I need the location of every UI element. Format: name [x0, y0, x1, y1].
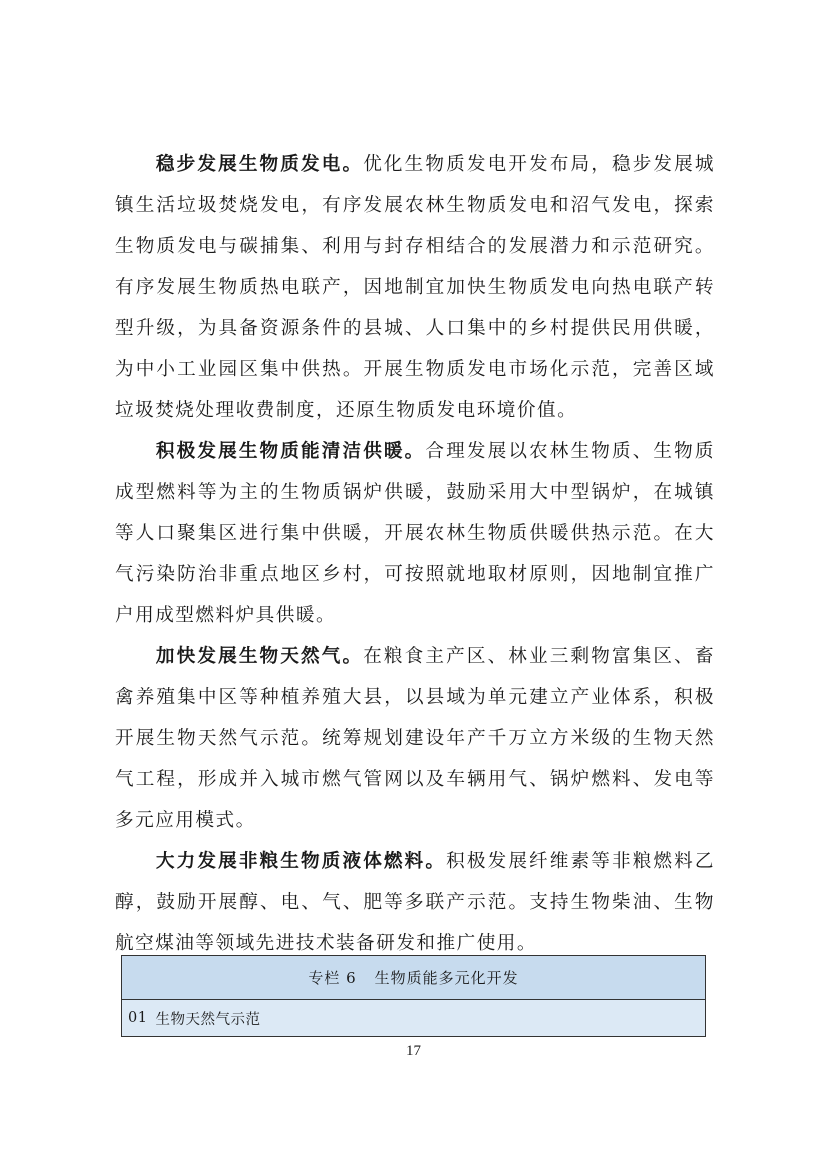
paragraph-biomass-power [115, 144, 715, 431]
paragraph-body: 在粮食主产区、林业三剩物富集区、畜禽养殖集中区等种植养殖大县，以县域为单元建立产业体系，积极开展生物天然气示范。统筹规划建设年产千万立方米级的生物天然气工程，形成并入城市燃气管网以及车辆用气、锅炉燃料、发电等多元应用模式。 [115, 646, 715, 831]
column-box-number: 专栏 6 [308, 969, 357, 987]
column-box [121, 955, 706, 1037]
paragraph-lead: 积极发展生物质能清洁供暖。 [155, 441, 426, 462]
paragraph-lead: 加快发展生物天然气。 [155, 646, 364, 667]
column-box-header [122, 956, 705, 1000]
paragraph-body: 合理发展以农林生物质、生物质成型燃料等为主的生物质锅炉供暖，鼓励采用大中型锅炉，在城镇等人口聚集区进行集中供暖，开展农林生物质供暖供热示范。在大气污染防治非重点地区乡村，可按照就地取材原则，因地制宜推广户用成型燃料炉具供暖。 [115, 441, 715, 626]
column-box-item-text: 生物天然气示范 [155, 1011, 261, 1028]
column-box-item [122, 1000, 705, 1036]
paragraph-body: 优化生物质发电开发布局，稳步发展城镇生活垃圾焚烧发电，有序发展农林生物质发电和沼气发电，探索生物质发电与碳捕集、利用与封存相结合的发展潜力和示范研究。有序发展生物质热电联产，因地制宜加快生物质发电向热电联产转型升级，为具备资源条件的县城、人口集中的乡村提供民用供暖，为中小工业园区集中供热。开展生物质发电市场化示范，完善区域垃圾焚烧处理收费制度，还原生物质发电环境价值。 [115, 154, 715, 421]
paragraph-bio-natural-gas [115, 636, 715, 841]
page-number: 17 [406, 1043, 421, 1059]
paragraph-body: 积极发展纤维素等非粮燃料乙醇，鼓励开展醇、电、气、肥等多联产示范。支持生物柴油、生物航空煤油等领域先进技术装备研发和推广使用。 [115, 851, 715, 954]
paragraph-liquid-fuel [115, 841, 715, 964]
body-text [115, 144, 715, 964]
paragraph-lead: 大力发展非粮生物质液体燃料。 [155, 851, 447, 872]
paragraph-lead: 稳步发展生物质发电。 [155, 154, 364, 175]
column-box-title: 生物质能多元化开发 [374, 969, 519, 987]
column-box-item-code: 01 [128, 1010, 148, 1026]
paragraph-biomass-heating [115, 431, 715, 636]
